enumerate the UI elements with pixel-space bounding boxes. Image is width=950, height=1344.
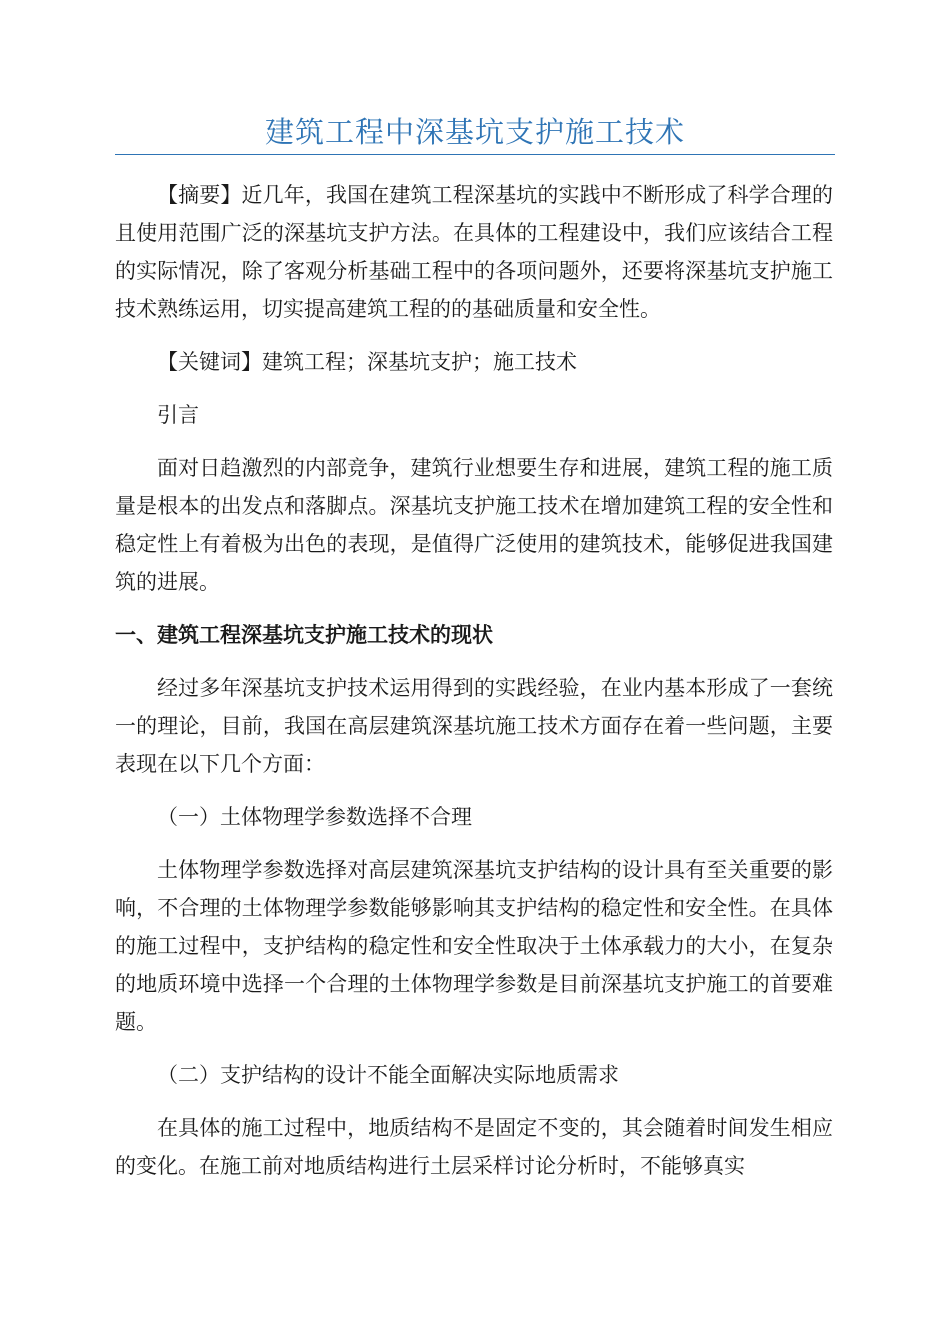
section-intro-paragraph: 经过多年深基坑支护技术运用得到的实践经验，在业内基本形成了一套统一的理论，目前，我国在高层建筑深基坑施工技术方面存在着一些问题，主要表现在以下几个方面： [115,676,833,776]
keywords-paragraph: 【关键词】建筑工程；深基坑支护；施工技术 [157,350,577,374]
section-heading: 一、建筑工程深基坑支护施工技术的现状 [115,623,493,647]
subsection-paragraph: 土体物理学参数选择对高层建筑深基坑支护结构的设计具有至关重要的影响，不合理的土体物理学参数能够影响其支护结构的稳定性和安全性。在具体的施工过程中，支护结构的稳定性和安全性取决于土体承载力的大小，在复杂的地质环境中选择一个合理的土体物理学参数是目前深基坑支护施工的首要难题。 [115,858,833,1034]
subsection-heading: （二）支护结构的设计不能全面解决实际地质需求 [157,1063,619,1087]
introduction-paragraph: 面对日趋激烈的内部竞争，建筑行业想要生存和进展，建筑工程的施工质量是根本的出发点和落脚点。深基坑支护施工技术在增加建筑工程的安全性和稳定性上有着极为出色的表现，是值得广泛使用的建筑技术，能够促进我国建筑的进展。 [115,456,833,594]
abstract-paragraph: 【摘要】近几年，我国在建筑工程深基坑的实践中不断形成了科学合理的且使用范围广泛的深基坑支护方法。在具体的工程建设中，我们应该结合工程的实际情况，除了客观分析基础工程中的各项问题外，还要将深基坑支护施工技术熟练运用，切实提高建筑工程的的基础质量和安全性。 [115,183,833,321]
title-divider [115,154,835,155]
subsection-heading: （一）土体物理学参数选择不合理 [157,805,472,829]
subsection-paragraph: 在具体的施工过程中，地质结构不是固定不变的，其会随着时间发生相应的变化。在施工前对地质结构进行土层采样讨论分析时，不能够真实 [115,1116,833,1178]
document-title: 建筑工程中深基坑支护施工技术 [264,115,685,149]
introduction-label: 引言 [157,403,199,427]
document-body [115,176,833,1200]
